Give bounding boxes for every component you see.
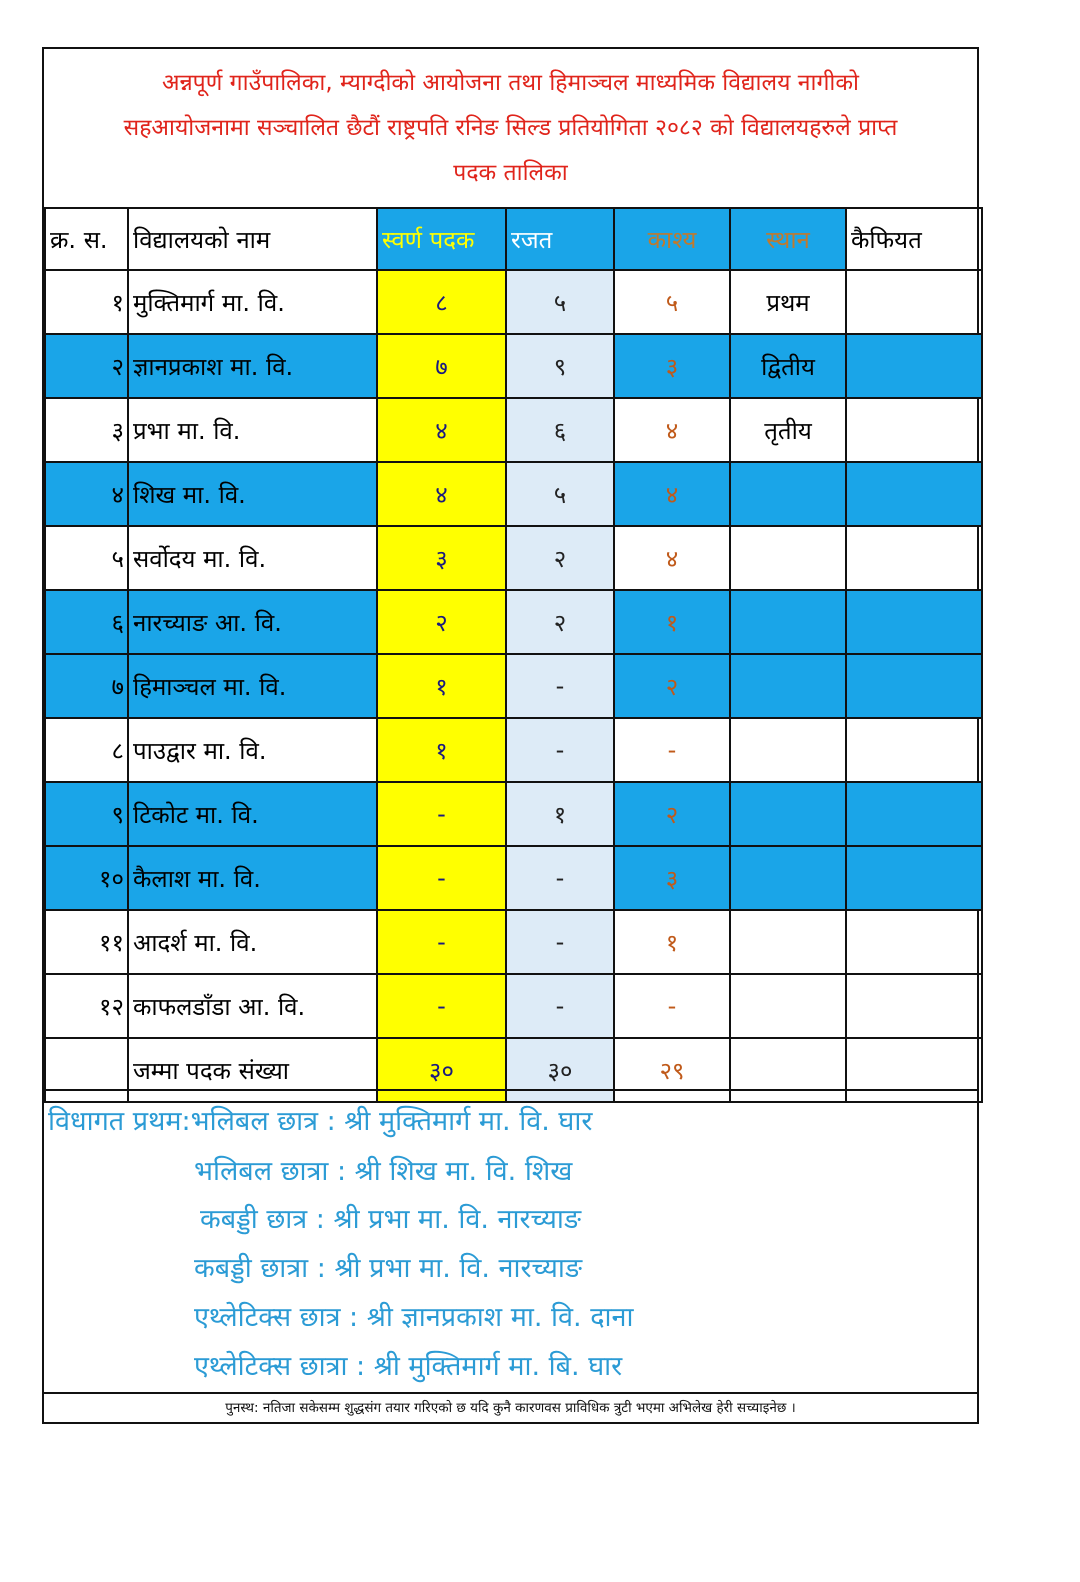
- school-name-cell: सर्वोदय मा. वि.: [128, 526, 377, 590]
- gold-cell: -: [377, 782, 506, 846]
- remarks-cell: [846, 270, 982, 334]
- total-silver: ३०: [506, 1038, 614, 1102]
- medal-table: [44, 207, 983, 1103]
- table-row: [45, 782, 982, 846]
- serial-cell: २: [45, 334, 128, 398]
- remarks-cell: [846, 590, 982, 654]
- rank-cell: [730, 462, 846, 526]
- rank-cell: तृतीय: [730, 398, 846, 462]
- header-silver: रजत: [506, 208, 614, 270]
- rank-cell: [730, 974, 846, 1038]
- rank-cell: [730, 526, 846, 590]
- serial-cell: ५: [45, 526, 128, 590]
- school-name-cell: मुक्तिमार्ग मा. वि.: [128, 270, 377, 334]
- rank-cell: [730, 846, 846, 910]
- gold-cell: ४: [377, 462, 506, 526]
- serial-cell: ४: [45, 462, 128, 526]
- serial-cell: १०: [45, 846, 128, 910]
- remarks-cell: [846, 462, 982, 526]
- table-body: [45, 270, 982, 1038]
- table-row: [45, 398, 982, 462]
- table-row: [45, 462, 982, 526]
- bronze-cell: ४: [614, 462, 730, 526]
- rank-cell: द्वितीय: [730, 334, 846, 398]
- remarks-cell: [846, 526, 982, 590]
- silver-cell: ५: [506, 270, 614, 334]
- school-name-cell: नारच्याङ आ. वि.: [128, 590, 377, 654]
- silver-cell: ५: [506, 462, 614, 526]
- rank-cell: [730, 590, 846, 654]
- bronze-cell: ३: [614, 334, 730, 398]
- rank-cell: [730, 718, 846, 782]
- silver-cell: २: [506, 526, 614, 590]
- table-row: [45, 910, 982, 974]
- header-serial: क्र. स.: [45, 208, 128, 270]
- remarks-cell: [846, 334, 982, 398]
- total-bronze: २९: [614, 1038, 730, 1102]
- gold-cell: १: [377, 718, 506, 782]
- total-label: जम्मा पदक संख्या: [128, 1038, 377, 1102]
- school-name-cell: हिमाञ्चल मा. वि.: [128, 654, 377, 718]
- gold-cell: -: [377, 974, 506, 1038]
- table-row: [45, 334, 982, 398]
- table-row: [45, 590, 982, 654]
- rank-cell: प्रथम: [730, 270, 846, 334]
- bronze-cell: १: [614, 910, 730, 974]
- remarks-cell: [846, 846, 982, 910]
- silver-cell: ६: [506, 398, 614, 462]
- school-name-cell: पाउद्वार मा. वि.: [128, 718, 377, 782]
- gold-cell: २: [377, 590, 506, 654]
- bronze-cell: -: [614, 974, 730, 1038]
- serial-cell: ९: [45, 782, 128, 846]
- gold-cell: -: [377, 846, 506, 910]
- award-line: विधागत प्रथम:भलिबल छात्र : श्री मुक्तिमार्ग मा. वि. घार: [48, 1106, 593, 1137]
- silver-cell: ९: [506, 334, 614, 398]
- silver-cell: -: [506, 654, 614, 718]
- silver-cell: २: [506, 590, 614, 654]
- award-line: कबड्डी छात्र : श्री प्रभा मा. वि. नारच्याङ: [200, 1204, 582, 1235]
- table-row: [45, 846, 982, 910]
- school-name-cell: ज्ञानप्रकाश मा. वि.: [128, 334, 377, 398]
- school-name-cell: शिख मा. वि.: [128, 462, 377, 526]
- school-name-cell: टिकोट मा. वि.: [128, 782, 377, 846]
- medal-sheet: [42, 47, 979, 1424]
- bronze-cell: २: [614, 654, 730, 718]
- gold-cell: १: [377, 654, 506, 718]
- header-remarks: कैफियत: [846, 208, 982, 270]
- title-line-3: पदक तालिका: [453, 159, 568, 186]
- table-header-row: [45, 208, 982, 270]
- remarks-cell: [846, 718, 982, 782]
- award-line: कबड्डी छात्रा : श्री प्रभा मा. वि. नारच्याङ: [194, 1253, 583, 1284]
- remarks-cell: [846, 974, 982, 1038]
- serial-cell: १: [45, 270, 128, 334]
- bronze-cell: -: [614, 718, 730, 782]
- bronze-cell: ३: [614, 846, 730, 910]
- bronze-cell: २: [614, 782, 730, 846]
- rank-cell: [730, 910, 846, 974]
- award-line: भलिबल छात्रा : श्री शिख मा. वि. शिख: [194, 1156, 573, 1187]
- gold-cell: ७: [377, 334, 506, 398]
- gold-cell: -: [377, 910, 506, 974]
- header-rank: स्थान: [730, 208, 846, 270]
- remarks-cell: [846, 782, 982, 846]
- remarks-cell: [846, 398, 982, 462]
- document-title: [44, 49, 977, 207]
- remarks-cell: [846, 910, 982, 974]
- school-name-cell: कैलाश मा. वि.: [128, 846, 377, 910]
- award-line: एथ्लेटिक्स छात्रा : श्री मुक्तिमार्ग मा. बि. घार: [194, 1351, 623, 1382]
- table-row: [45, 654, 982, 718]
- serial-cell: ६: [45, 590, 128, 654]
- silver-cell: -: [506, 846, 614, 910]
- header-bronze: काश्य: [614, 208, 730, 270]
- rank-cell: [730, 782, 846, 846]
- school-name-cell: आदर्श मा. वि.: [128, 910, 377, 974]
- award-line: एथ्लेटिक्स छात्र : श्री ज्ञानप्रकाश मा. वि. दाना: [194, 1302, 634, 1333]
- bronze-cell: ५: [614, 270, 730, 334]
- serial-cell: ११: [45, 910, 128, 974]
- serial-cell: १२: [45, 974, 128, 1038]
- header-school-name: विद्यालयको नाम: [128, 208, 377, 270]
- title-line-1: अन्नपूर्ण गाउँपालिका, म्याग्दीको आयोजना तथा हिमाञ्चल माध्यमिक विद्यालय नागीको: [162, 69, 859, 96]
- bronze-cell: ४: [614, 398, 730, 462]
- title-line-2: सहआयोजनामा सञ्चालित छैटौं राष्ट्रपति रनिङ सिल्ड प्रतियोगिता २०८२ को विद्यालयहरुले प्राप्त: [123, 114, 898, 141]
- school-name-cell: काफलडाँडा आ. वि.: [128, 974, 377, 1038]
- table-row: [45, 270, 982, 334]
- gold-cell: ४: [377, 398, 506, 462]
- bronze-cell: ४: [614, 526, 730, 590]
- serial-cell: ७: [45, 654, 128, 718]
- footnote: पुनस्थ: नतिजा सकेसम्म शुद्धसंग तयार गरिएको छ यदि कुनै कारणवस प्राविधिक त्रुटी भएमा अभिलेख हेरी सच्याइनेछ ।: [44, 1392, 977, 1422]
- total-gold: ३०: [377, 1038, 506, 1102]
- category-awards: [44, 1089, 977, 1394]
- silver-cell: -: [506, 718, 614, 782]
- gold-cell: ८: [377, 270, 506, 334]
- table-row: [45, 526, 982, 590]
- remarks-cell: [846, 654, 982, 718]
- bronze-cell: १: [614, 590, 730, 654]
- silver-cell: -: [506, 910, 614, 974]
- rank-cell: [730, 654, 846, 718]
- gold-cell: ३: [377, 526, 506, 590]
- serial-cell: ८: [45, 718, 128, 782]
- table-row: [45, 974, 982, 1038]
- header-gold: स्वर्ण पदक: [377, 208, 506, 270]
- silver-cell: -: [506, 974, 614, 1038]
- school-name-cell: प्रभा मा. वि.: [128, 398, 377, 462]
- table-row: [45, 718, 982, 782]
- serial-cell: ३: [45, 398, 128, 462]
- silver-cell: १: [506, 782, 614, 846]
